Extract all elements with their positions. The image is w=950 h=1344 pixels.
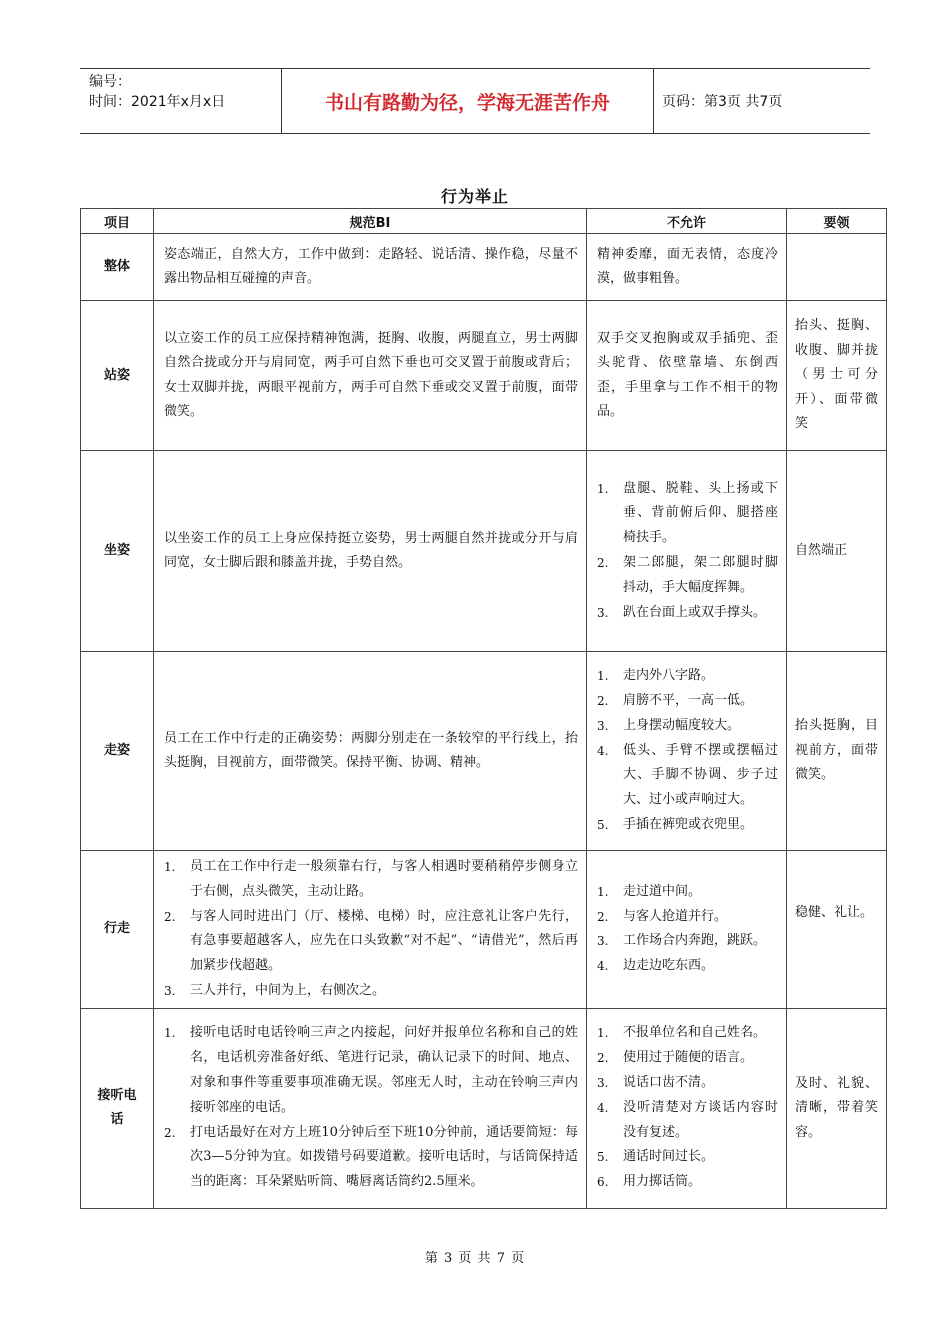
list-text: 三人并行，中间为上，右侧次之。: [190, 982, 386, 998]
document-title: 行为举止: [440, 187, 509, 206]
list-number: 5.: [597, 1150, 609, 1165]
list-number: 3.: [597, 605, 609, 620]
row-essentials: [787, 234, 887, 301]
page-footer: 第 3 页 共 7 页: [424, 1251, 526, 1266]
table-header-row: [81, 209, 887, 234]
list-number: 5.: [597, 817, 609, 832]
row-forbid: [587, 1008, 787, 1208]
norm-list: [164, 855, 578, 1004]
list-number: 4.: [597, 743, 609, 758]
list-text: 没听清楚对方谈话内容时没有复述。: [623, 1099, 778, 1140]
row-forbid: [587, 851, 787, 1009]
table-row: [81, 851, 887, 1009]
row-forbid: [587, 451, 787, 652]
list-number: 1.: [597, 884, 609, 899]
list-text: 用力掷话筒。: [623, 1174, 702, 1190]
list-item: [597, 739, 778, 813]
list-number: 1.: [164, 1026, 176, 1041]
list-number: 2.: [597, 1051, 609, 1066]
row-essentials: 及时、礼貌、清晰，带着笑容。: [787, 1008, 887, 1208]
list-text: 员工在工作中行走一般须靠右行，与客人相遇时要稍稍停步侧身立于右侧，点头微笑，主动让路。: [190, 859, 578, 899]
header-number-label: 编号：: [89, 74, 131, 90]
row-norm: 以立姿工作的员工应保持精神饱满，挺胸、收腹，两腿直立，男士两脚自然合拢或分开与肩同宽，两手可自然下垂也可交叉置于前腹或背后；女士双脚并拢，两眼平视前方，两手可自然下垂或交叉置于前腹，面带微笑。: [154, 301, 587, 451]
row-norm: 姿态端正，自然大方，工作中做到：走路轻、说话清、操作稳，尽量不露出物品相互碰撞的声音。: [154, 234, 587, 301]
list-text: 架二郎腿，架二郎腿时脚抖动，手大幅度挥舞。: [623, 555, 778, 595]
norm-list: [164, 1021, 578, 1195]
list-text: 上身摆动幅度较大。: [623, 717, 741, 733]
list-text: 低头、手臂不摆或摆幅过大、手脚不协调、步子过大、过小或声响过大。: [623, 742, 778, 808]
row-item: 坐姿: [81, 451, 154, 652]
row-item: 站姿: [81, 301, 154, 451]
list-item: [597, 813, 778, 838]
list-item: [164, 979, 578, 1004]
list-item: [597, 1071, 778, 1096]
forbid-list: [597, 880, 778, 979]
header-time-label: 时间：2021年x月x日: [89, 94, 226, 110]
header-page-label: 页码：第3页 共7页: [662, 94, 783, 110]
list-text: 使用过于随便的语言。: [623, 1050, 754, 1066]
list-text: 通话时间过长。: [623, 1149, 715, 1165]
table-row: [81, 652, 887, 851]
list-item: [597, 714, 778, 739]
row-norm: 员工在工作中行走的正确姿势：两脚分别走在一条较窄的平行线上，抬头挺胸，目视前方，面带微笑。保持平衡、协调、精神。: [154, 652, 587, 851]
list-item: [597, 477, 778, 551]
list-item: [164, 905, 578, 979]
row-essentials: 稳健、礼让。: [787, 851, 887, 1009]
list-text: 与客人同时进出门（厅、楼梯、电梯）时，应注意礼让客户先行，有急事要超越客人，应先在口头致歉“对不起”、“请借光”，然后再加紧步伐超越。: [190, 908, 578, 974]
header-motto: 书山有路勤为径，学海无涯苦作舟: [282, 69, 654, 133]
list-text: 边走边吃东西。: [623, 958, 715, 974]
col-header-forbid: 不允许: [587, 209, 787, 234]
list-number: 6.: [597, 1175, 609, 1190]
list-text: 盘腿、脱鞋、头上扬或下垂、背前俯后仰、腿搭座椅扶手。: [623, 480, 778, 546]
row-essentials: 自然端正: [787, 451, 887, 652]
list-item: [597, 1096, 778, 1146]
row-norm: 以坐姿工作的员工上身应保持挺立姿势，男士两腿自然并拢或分开与肩同宽，女士脚后跟和膝盖并拢，手势自然。: [154, 451, 587, 652]
row-forbid: 双手交叉抱胸或双手插兜、歪头驼背、依壁靠墙、东倒西歪，手里拿与工作不相干的物品。: [587, 301, 787, 451]
list-text: 走内外八字路。: [623, 668, 715, 684]
list-number: 2.: [597, 694, 609, 708]
list-item: [597, 954, 778, 979]
list-item: [597, 601, 778, 626]
list-text: 说话口齿不清。: [623, 1075, 715, 1091]
list-text: 工作场合内奔跑，跳跃。: [623, 933, 767, 949]
row-norm: [154, 1008, 587, 1208]
list-item: [597, 1046, 778, 1071]
row-item: 整体: [81, 234, 154, 301]
list-item: [597, 905, 778, 930]
col-header-norm: 规范BI: [154, 209, 587, 234]
list-item: [597, 551, 778, 601]
list-text: 手插在裤兜或衣兜里。: [623, 816, 754, 832]
list-text: 打电话最好在对方上班10分钟后至下班10分钟前，通话要简短：每次3—5分钟为宜。如拨错号码要道歉。接听电话时，与话筒保持适当的距离：耳朵紧贴听筒、嘴唇离话筒约2.5厘米。: [190, 1124, 578, 1190]
forbid-list: [597, 1021, 778, 1195]
list-item: [597, 929, 778, 954]
col-header-item: 项目: [81, 209, 154, 234]
table-row: [81, 301, 887, 451]
list-item: [597, 664, 778, 689]
list-number: 1.: [597, 669, 609, 684]
list-number: 2.: [164, 909, 176, 924]
list-number: 4.: [597, 959, 609, 974]
list-number: 3.: [597, 718, 609, 733]
list-number: 3.: [597, 934, 609, 949]
table-row: [81, 451, 887, 652]
header-meta: [80, 69, 282, 133]
list-number: 1.: [164, 860, 176, 874]
row-forbid: [587, 652, 787, 851]
row-forbid: 精神委靡，面无表情，态度冷漠，做事粗鲁。: [587, 234, 787, 301]
list-number: 1.: [597, 481, 609, 496]
list-text: 接听电话时电话铃响三声之内接起，问好并报单位名称和自己的姓名，电话机旁准备好纸、笔进行记录，确认记录下的时间、地点、对象和事件等重要事项准确无误。邻座无人时，主动在铃响三声内接听邻座的电话。: [190, 1025, 578, 1115]
list-text: 不报单位名和自己姓名。: [623, 1025, 767, 1041]
row-norm: [154, 851, 587, 1009]
list-number: 4.: [597, 1100, 609, 1115]
list-text: 趴在台面上或双手撑头。: [623, 604, 767, 620]
row-essentials: 抬头、挺胸、收腹、脚并拢（男士可分开）、面带微笑: [787, 301, 887, 451]
list-number: 2.: [164, 1125, 176, 1140]
list-text: 肩膀不平，一高一低。: [623, 693, 754, 708]
list-number: 3.: [164, 983, 176, 998]
list-text: 与客人抢道并行。: [623, 908, 728, 924]
list-item: [597, 880, 778, 905]
list-number: 1.: [597, 1026, 609, 1041]
list-item: [597, 689, 778, 714]
row-item: 走姿: [81, 652, 154, 851]
list-number: 2.: [597, 556, 609, 570]
col-header-essentials: 要领: [787, 209, 887, 234]
row-item: 接听电话: [81, 1008, 154, 1208]
list-item: [164, 1121, 578, 1195]
page-header: [80, 68, 870, 134]
row-item: 行走: [81, 851, 154, 1009]
row-essentials: 抬头挺胸，目视前方，面带微笑。: [787, 652, 887, 851]
list-item: [164, 1021, 578, 1120]
behavior-table: [80, 208, 887, 1209]
forbid-list: [597, 477, 778, 626]
list-item: [164, 855, 578, 905]
list-number: 2.: [597, 909, 609, 924]
list-text: 走过道中间。: [623, 883, 702, 899]
list-number: 3.: [597, 1076, 609, 1091]
list-item: [597, 1145, 778, 1170]
table-row: [81, 234, 887, 301]
forbid-list: [597, 664, 778, 838]
table-row: [81, 1008, 887, 1208]
list-item: [597, 1170, 778, 1195]
list-item: [597, 1021, 778, 1046]
